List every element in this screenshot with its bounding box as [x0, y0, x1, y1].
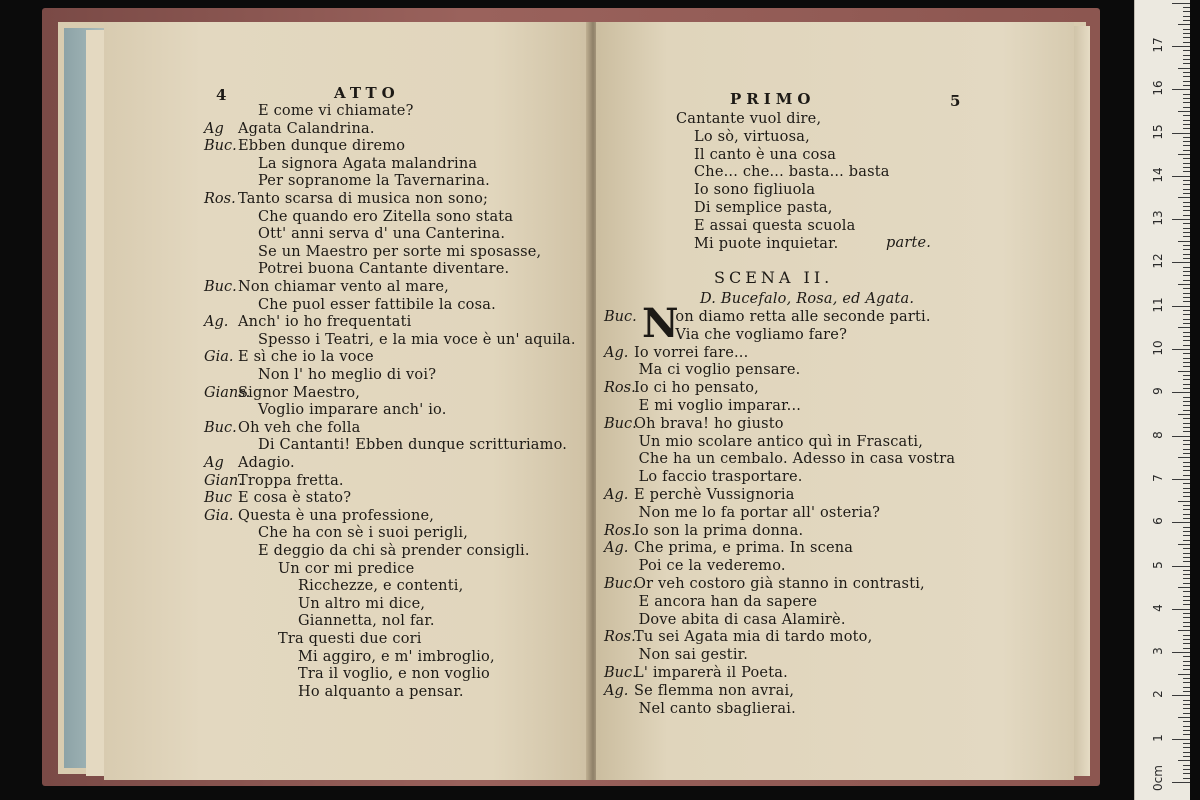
ruler-tick	[1183, 215, 1190, 216]
ruler-tick	[1183, 410, 1190, 411]
ruler-tick	[1183, 37, 1190, 38]
text-line: Per sopranome la Tavernarina.	[258, 173, 490, 190]
ruler-tick	[1183, 401, 1190, 402]
ruler-tick	[1178, 284, 1190, 285]
ruler-tick	[1183, 72, 1190, 73]
ruler-tick	[1178, 241, 1190, 242]
ruler-tick	[1172, 782, 1190, 783]
text-line: Un altro mi dice,	[298, 595, 426, 612]
ruler-tick	[1183, 557, 1190, 558]
ruler-label: 7	[1151, 474, 1165, 482]
ruler-tick	[1183, 743, 1190, 744]
ruler-tick	[1183, 656, 1190, 657]
ruler-tick	[1183, 167, 1190, 168]
ruler-tick	[1183, 613, 1190, 614]
ruler-tick	[1183, 120, 1190, 121]
ruler-tick	[1183, 297, 1190, 298]
text-line: E come vi chiamate?	[258, 103, 414, 119]
ruler-tick	[1183, 319, 1190, 320]
text-line: Di Cantanti! Ebben dunque scritturiamo.	[258, 437, 568, 454]
ruler-tick	[1183, 345, 1190, 346]
ruler-tick	[1183, 617, 1190, 618]
ruler-tick	[1183, 85, 1190, 86]
ruler-tick	[1183, 431, 1190, 432]
ruler-tick	[1172, 46, 1190, 47]
ruler-tick	[1183, 310, 1190, 311]
ruler-tick	[1172, 652, 1190, 653]
ruler-tick	[1172, 89, 1190, 90]
ruler-tick	[1183, 332, 1190, 333]
ruler-tick	[1183, 574, 1190, 575]
page-edges-right	[1074, 26, 1090, 776]
speaker-label: Gia.	[204, 507, 234, 524]
ruler-tick	[1183, 773, 1190, 774]
ruler-tick	[1183, 531, 1190, 532]
ruler-tick	[1183, 570, 1190, 571]
ruler-tick	[1183, 245, 1190, 246]
ruler-tick	[1183, 107, 1190, 108]
ruler-tick	[1178, 197, 1190, 198]
ruler-tick	[1183, 596, 1190, 597]
ruler-tick	[1172, 306, 1190, 307]
ruler-tick	[1183, 33, 1190, 34]
speaker-label: Ag	[204, 455, 224, 471]
text-line: Se un Maestro per sorte mi sposasse,	[258, 243, 542, 260]
text-line: Ebben dunque diremo	[238, 138, 406, 155]
ruler-tick	[1183, 462, 1190, 463]
speaker-label: Ros.	[604, 380, 636, 397]
ruler-tick	[1183, 16, 1190, 17]
text-line: L' imparerà il Poeta.	[634, 665, 788, 681]
text-line: Lo faccio trasportare.	[638, 469, 803, 486]
ruler-tick	[1183, 254, 1190, 255]
ruler-tick	[1183, 440, 1190, 441]
ruler-tick	[1178, 630, 1190, 631]
ruler-tick	[1183, 778, 1190, 779]
text-line: Troppa fretta.	[238, 472, 344, 489]
ruler-tick	[1178, 501, 1190, 502]
ruler-tick	[1183, 626, 1190, 627]
ruler-tick	[1183, 466, 1190, 467]
speaker-label: Ag.	[604, 540, 629, 557]
ruler-label: 6	[1151, 517, 1165, 526]
ruler-tick	[1183, 682, 1190, 683]
speaker-label: Gian.	[204, 472, 243, 489]
ruler-tick	[1183, 323, 1190, 324]
ruler-tick	[1183, 115, 1190, 116]
ruler-tick	[1172, 739, 1190, 740]
ruler-label: 10	[1151, 340, 1165, 356]
page-number: 5	[950, 92, 961, 110]
text-line: Non me lo fa portar all' osteria?	[638, 504, 881, 521]
ruler-tick	[1172, 566, 1190, 567]
ruler-tick	[1183, 379, 1190, 380]
page-number: 4	[216, 86, 227, 104]
measuring-ruler	[1134, 0, 1190, 800]
text-line: E cosa è stato?	[238, 490, 352, 507]
ruler-tick	[1183, 258, 1190, 259]
text-line: Che puol esser fattibile la cosa.	[258, 296, 496, 313]
text-line: Potrei buona Cantante diventare.	[258, 261, 510, 278]
ruler-tick	[1183, 384, 1190, 385]
text-line: Non sai gestir.	[638, 647, 749, 664]
ruler-tick	[1183, 314, 1190, 315]
ruler-tick	[1183, 301, 1190, 302]
ruler-tick	[1178, 24, 1190, 25]
speaker-label: Ag.	[604, 682, 629, 699]
speaker-label: Ag.	[604, 344, 629, 361]
ruler-tick	[1183, 622, 1190, 623]
ruler-tick	[1183, 180, 1190, 181]
ruler-tick	[1183, 509, 1190, 510]
text-line: Che... che... basta... basta	[694, 164, 890, 181]
ruler-label: 14	[1151, 167, 1165, 183]
ruler-tick	[1183, 427, 1190, 428]
speaker-label: Buc	[204, 490, 233, 507]
ruler-label: 4	[1151, 603, 1165, 612]
ruler-tick	[1183, 210, 1190, 211]
ruler-label: 0cm	[1151, 765, 1165, 791]
ruler-tick	[1183, 643, 1190, 644]
ruler-tick	[1183, 535, 1190, 536]
ruler-tick	[1183, 639, 1190, 640]
ruler-tick	[1183, 275, 1190, 276]
text-line: Dove abita di casa Alamirè.	[638, 611, 846, 628]
ruler-tick	[1172, 219, 1190, 220]
text-line: Tanto scarsa di musica non sono;	[238, 191, 489, 207]
ruler-tick	[1183, 492, 1190, 493]
ruler-tick	[1172, 133, 1190, 134]
text-line: Oh brava! ho giusto	[634, 415, 784, 432]
speaker-label: Ros.	[204, 191, 236, 207]
ruler-tick	[1183, 388, 1190, 389]
ruler-tick	[1183, 397, 1190, 398]
ruler-tick	[1183, 340, 1190, 341]
ruler-tick	[1183, 678, 1190, 679]
ruler-tick	[1183, 687, 1190, 688]
ruler-tick	[1172, 3, 1190, 4]
text-line: E perchè Vussignoria	[634, 487, 795, 503]
ruler-label: 16	[1151, 80, 1165, 96]
ruler-tick	[1183, 561, 1190, 562]
left-page	[104, 22, 590, 780]
ruler-tick	[1183, 449, 1190, 450]
ruler-tick	[1183, 756, 1190, 757]
ruler-tick	[1183, 249, 1190, 250]
ruler-tick	[1178, 587, 1190, 588]
ruler-tick	[1183, 271, 1190, 272]
ruler-tick	[1172, 609, 1190, 610]
ruler-tick	[1183, 578, 1190, 579]
ruler-tick	[1183, 488, 1190, 489]
ruler-tick	[1183, 669, 1190, 670]
ruler-tick	[1183, 747, 1190, 748]
text-line: Agata Calandrina.	[238, 120, 375, 137]
ruler-tick	[1183, 769, 1190, 770]
ruler-tick	[1183, 548, 1190, 549]
text-line: Di semplice pasta,	[694, 200, 833, 216]
ruler-tick	[1183, 128, 1190, 129]
ruler-tick	[1183, 518, 1190, 519]
ruler-tick	[1183, 734, 1190, 735]
ruler-tick	[1183, 726, 1190, 727]
stage-direction: parte.	[886, 235, 932, 251]
ruler-tick	[1183, 514, 1190, 515]
ruler-tick	[1183, 353, 1190, 354]
text-line: Via che vogliamo fare?	[675, 326, 848, 343]
ruler-tick	[1183, 150, 1190, 151]
running-head: ATTO	[334, 84, 400, 102]
ruler-tick	[1172, 392, 1190, 393]
text-line: Poi ce la vederemo.	[638, 558, 786, 575]
text-line: Se flemma non avrai,	[634, 682, 795, 699]
ruler-tick	[1183, 362, 1190, 363]
text-line: E ancora han da sapere	[638, 593, 818, 610]
ruler-tick	[1183, 470, 1190, 471]
ruler-tick	[1183, 228, 1190, 229]
text-line: Io son la prima donna.	[634, 522, 804, 539]
text-line: Spesso i Teatri, e la mia voce è un' aquila.	[258, 331, 576, 348]
text-line: La signora Agata malandrina	[258, 155, 478, 172]
ruler-tick	[1183, 553, 1190, 554]
ruler-label: 11	[1151, 297, 1165, 313]
ruler-tick	[1183, 189, 1190, 190]
text-line: Io sono figliuola	[694, 182, 816, 199]
ruler-tick	[1183, 42, 1190, 43]
text-line: Un mio scolare antico quì in Frascati,	[638, 433, 924, 450]
ruler-label: 2	[1151, 690, 1165, 699]
ruler-tick	[1183, 163, 1190, 164]
ruler-label: 1	[1151, 733, 1165, 742]
ruler-tick	[1183, 765, 1190, 766]
ruler-tick	[1183, 635, 1190, 636]
ruler-label: 12	[1151, 253, 1165, 270]
text-line: Tra il voglio, e non voglio	[298, 666, 490, 683]
ruler-tick	[1183, 691, 1190, 692]
ruler-tick	[1183, 206, 1190, 207]
ruler-tick	[1183, 405, 1190, 406]
text-line: Voglio imparare anch' io.	[258, 402, 447, 419]
drop-cap: N	[642, 300, 679, 347]
text-line: E assai questa scuola	[694, 217, 856, 234]
text-line: Lo sò, virtuosa,	[694, 128, 810, 145]
ruler-tick	[1183, 600, 1190, 601]
ruler-tick	[1183, 50, 1190, 51]
speaker-label: Ros.	[604, 629, 636, 646]
text-line: Ott' anni serva d' una Canterina.	[258, 226, 506, 243]
ruler-tick	[1172, 176, 1190, 177]
speaker-label: Buc.	[604, 415, 637, 432]
running-head: PRIMO	[730, 90, 816, 108]
ruler-label: 9	[1151, 387, 1165, 396]
ruler-tick	[1172, 522, 1190, 523]
ruler-tick	[1178, 111, 1190, 112]
ruler-tick	[1183, 20, 1190, 21]
text-line: Anch' io ho frequentati	[238, 314, 412, 331]
ruler-tick	[1178, 717, 1190, 718]
text-line: Oh veh che folla	[238, 419, 361, 436]
ruler-tick	[1183, 141, 1190, 142]
ruler-tick	[1183, 280, 1190, 281]
ruler-tick	[1183, 137, 1190, 138]
ruler-tick	[1183, 193, 1190, 194]
text-line: Ho alquanto a pensar.	[298, 683, 464, 700]
text-line: Che ha con sè i suoi perigli,	[258, 525, 469, 542]
ruler-tick	[1183, 423, 1190, 424]
speaker-label: Ag.	[604, 487, 629, 503]
text-line: Io vorrei fare...	[634, 344, 749, 361]
speaker-label: Ag	[204, 120, 224, 137]
ruler-tick	[1178, 414, 1190, 415]
text-line: Il canto è una cosa	[694, 146, 837, 163]
ruler-tick	[1183, 267, 1190, 268]
text-line: Che prima, e prima. In scena	[634, 540, 854, 557]
ruler-tick	[1183, 223, 1190, 224]
ruler-tick	[1183, 704, 1190, 705]
text-line: E sì che io la voce	[238, 349, 374, 366]
ruler-tick	[1183, 76, 1190, 77]
ruler-tick	[1183, 202, 1190, 203]
text-line: Che quando ero Zitella sono stata	[258, 208, 514, 225]
scene-characters: D. Bucefalo, Rosa, ed Agata.	[700, 291, 915, 307]
text-line: Non chiamar vento al mare,	[238, 279, 449, 295]
ruler-label: 17	[1151, 37, 1165, 53]
ruler-tick	[1183, 648, 1190, 649]
ruler-tick	[1183, 102, 1190, 103]
ruler-tick	[1183, 375, 1190, 376]
ruler-tick	[1183, 483, 1190, 484]
ruler-tick	[1183, 583, 1190, 584]
ruler-tick	[1183, 444, 1190, 445]
text-line: Questa è una professione,	[238, 507, 435, 524]
ruler-tick	[1183, 184, 1190, 185]
ruler-tick	[1178, 68, 1190, 69]
text-line: Nel canto sbaglierai.	[638, 700, 796, 717]
ruler-label: 3	[1151, 647, 1165, 655]
ruler-tick	[1183, 94, 1190, 95]
text-line: Mi aggiro, e m' imbroglio,	[298, 648, 495, 665]
ruler-tick	[1183, 661, 1190, 662]
text-line: Tra questi due cori	[278, 631, 422, 647]
ruler-tick	[1183, 59, 1190, 60]
ruler-tick	[1183, 232, 1190, 233]
ruler-label: 15	[1151, 123, 1165, 140]
ruler-tick	[1183, 29, 1190, 30]
ruler-tick	[1183, 55, 1190, 56]
speaker-label: Buc.	[604, 576, 637, 592]
text-line: Un cor mi predice	[278, 560, 415, 577]
ruler-tick	[1183, 98, 1190, 99]
speaker-label: Buc.	[204, 279, 237, 295]
ruler-tick	[1183, 358, 1190, 359]
ruler-tick	[1183, 475, 1190, 476]
ruler-tick	[1183, 604, 1190, 605]
ruler-tick	[1183, 11, 1190, 12]
speaker-label: Gians.	[204, 384, 251, 401]
text-line: Adagio.	[238, 455, 295, 471]
speaker-label: Gia.	[204, 349, 234, 366]
ruler-tick	[1178, 544, 1190, 545]
ruler-label: 13	[1151, 210, 1165, 226]
right-page	[596, 22, 1074, 780]
ruler-tick	[1172, 262, 1190, 263]
ruler-label: 8	[1151, 430, 1165, 439]
text-line: Io ci ho pensato,	[634, 380, 759, 397]
ruler-tick	[1183, 496, 1190, 497]
ruler-tick	[1183, 236, 1190, 237]
text-line: Tu sei Agata mia di tardo moto,	[634, 629, 873, 646]
ruler-tick	[1183, 721, 1190, 722]
ruler-tick	[1183, 63, 1190, 64]
text-line: Ma ci voglio pensare.	[638, 362, 801, 379]
ruler-tick	[1172, 436, 1190, 437]
ruler-tick	[1183, 124, 1190, 125]
ruler-tick	[1183, 418, 1190, 419]
text-line: Cantante vuol dire,	[676, 111, 822, 127]
speaker-label: Ag.	[204, 314, 229, 331]
speaker-label: Buc.	[604, 665, 637, 681]
ruler-tick	[1183, 665, 1190, 666]
ruler-tick	[1178, 327, 1190, 328]
scene-heading: SCENA II.	[714, 268, 834, 287]
ruler-tick	[1178, 154, 1190, 155]
ruler-tick	[1183, 730, 1190, 731]
text-line: Che ha un cembalo. Adesso in casa vostra	[638, 451, 956, 468]
text-line: E deggio da chi sà prender consigli.	[258, 543, 530, 559]
ruler-tick	[1178, 674, 1190, 675]
text-line: on diamo retta alle seconde parti.	[675, 309, 931, 325]
speaker-label: Buc.	[204, 138, 237, 155]
ruler-tick	[1183, 708, 1190, 709]
ruler-tick	[1183, 366, 1190, 367]
text-line: Signor Maestro,	[238, 384, 361, 401]
text-line: Ricchezze, e contenti,	[298, 578, 464, 595]
ruler-tick	[1183, 505, 1190, 506]
ruler-tick	[1183, 171, 1190, 172]
ruler-tick	[1172, 695, 1190, 696]
ruler-tick	[1178, 371, 1190, 372]
ruler-tick	[1178, 457, 1190, 458]
ruler-tick	[1183, 7, 1190, 8]
ruler-tick	[1183, 81, 1190, 82]
ruler-tick	[1183, 591, 1190, 592]
ruler-tick	[1183, 700, 1190, 701]
ruler-tick	[1183, 145, 1190, 146]
ruler-label: 5	[1151, 560, 1165, 569]
ruler-tick	[1183, 158, 1190, 159]
text-line: Non l' ho meglio di voi?	[258, 367, 437, 383]
ruler-tick	[1183, 288, 1190, 289]
text-line: Or veh costoro già stanno in contrasti,	[634, 576, 925, 592]
ruler-tick	[1178, 760, 1190, 761]
ruler-tick	[1183, 527, 1190, 528]
ruler-tick	[1183, 540, 1190, 541]
speaker-label: Buc.	[604, 309, 637, 325]
speaker-label: Ros.	[604, 522, 636, 539]
ruler-tick	[1183, 713, 1190, 714]
ruler-tick	[1172, 349, 1190, 350]
text-line: Mi puote inquietar.	[694, 235, 839, 252]
ruler-tick	[1183, 336, 1190, 337]
text-line: E mi voglio imparar...	[638, 398, 802, 414]
ruler-tick	[1183, 453, 1190, 454]
speaker-label: Buc.	[204, 419, 237, 436]
text-line: Giannetta, nol far.	[298, 613, 435, 630]
ruler-tick	[1172, 479, 1190, 480]
ruler-tick	[1183, 752, 1190, 753]
ruler-tick	[1183, 293, 1190, 294]
